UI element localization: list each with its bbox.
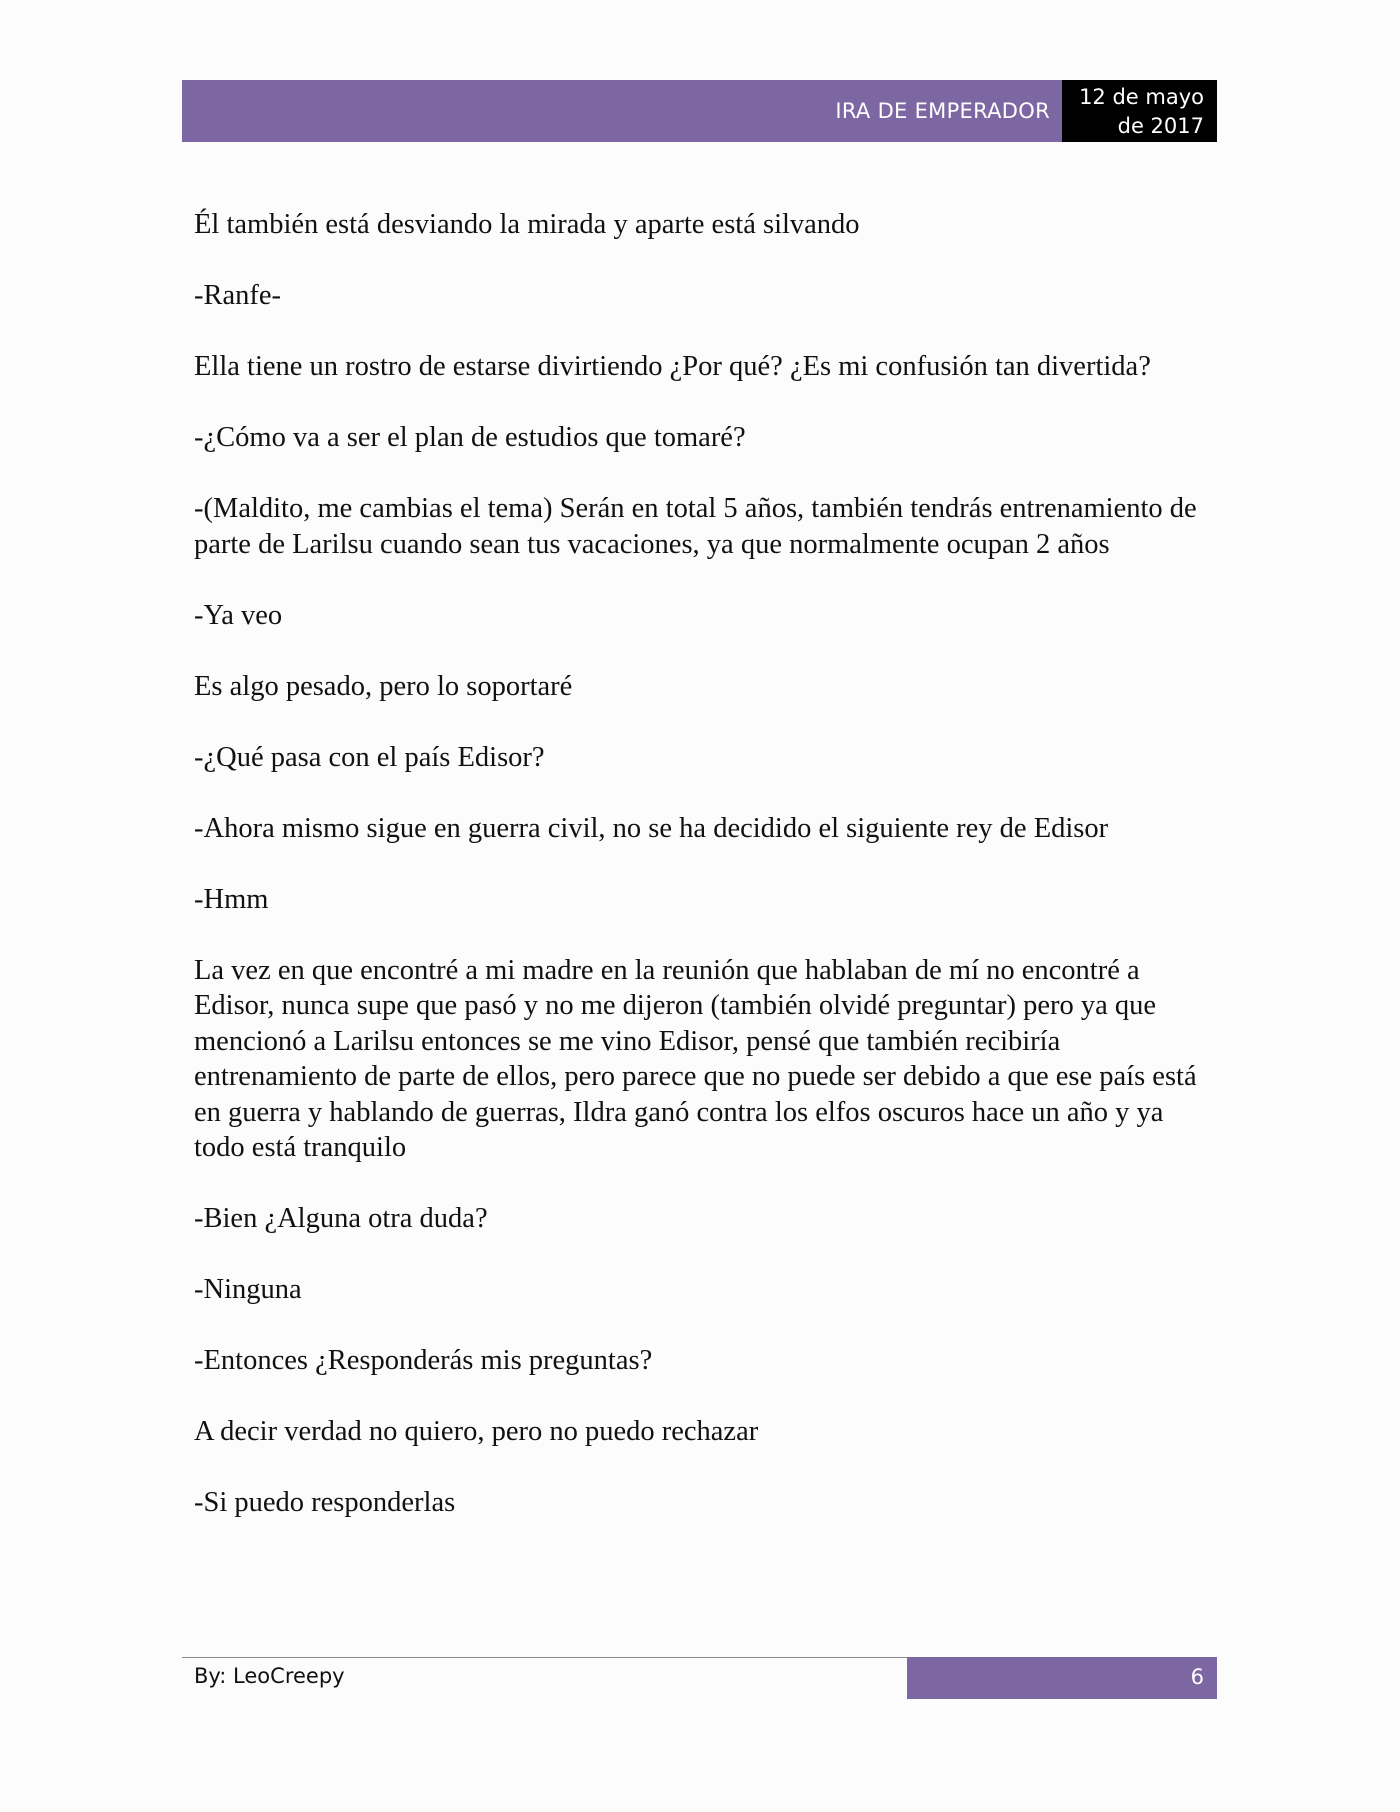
paragraph: -Bien ¿Alguna otra duda? bbox=[194, 1203, 488, 1234]
paragraph: A decir verdad no quiero, pero no puedo rechazar bbox=[194, 1416, 759, 1447]
header-title: IRA DE EMPERADOR bbox=[835, 99, 1050, 123]
footer-band bbox=[907, 1657, 1217, 1699]
header-date-line2: de 2017 bbox=[1117, 114, 1204, 138]
footer-author: By: LeoCreepy bbox=[194, 1664, 345, 1688]
header-band bbox=[182, 80, 1062, 142]
paragraph: Él también está desviando la mirada y aparte está silvando bbox=[194, 209, 860, 240]
paragraph: -Entonces ¿Responderás mis preguntas? bbox=[194, 1345, 653, 1376]
paragraph: -Ranfe- bbox=[194, 280, 282, 311]
paragraph: -Ninguna bbox=[194, 1274, 302, 1305]
paragraph: -Si puedo responderlas bbox=[194, 1487, 456, 1518]
paragraph: -Hmm bbox=[194, 883, 269, 915]
paragraph: -Ahora mismo sigue en guerra civil, no se ha decidido el siguiente rey de Edisor bbox=[194, 812, 1109, 844]
page-number: 6 bbox=[1190, 1665, 1204, 1689]
header-date bbox=[1062, 80, 1217, 142]
document-body bbox=[194, 207, 1214, 1556]
paragraph: -(Maldito, me cambias el tema) Serán en total 5 años, también tendrás entrenamiento de parte de Larilsu cuando sean tus vacaciones, ya que normalmente ocupan 2 años bbox=[194, 493, 1197, 560]
paragraph: Es algo pesado, pero lo soportaré bbox=[194, 670, 573, 702]
header-date-line1: 12 de mayo bbox=[1079, 85, 1204, 109]
paragraph: Ella tiene un rostro de estarse divirtiendo ¿Por qué? ¿Es mi confusión tan divertida? bbox=[194, 351, 1151, 382]
paragraph: -¿Qué pasa con el país Edisor? bbox=[194, 741, 545, 773]
paragraph: -¿Cómo va a ser el plan de estudios que tomaré? bbox=[194, 422, 746, 453]
paragraph: La vez en que encontré a mi madre en la reunión que hablaban de mí no encontré a Edisor, nunca supe que pasó y no me dijeron (también olvidé preguntar) pero ya que mencionó a Larilsu entonces se me vino Edisor, pensé que también recibiría entrenamiento de parte de ellos, pero parece que no puede ser debido a que ese país está en guerra y hablando de guerras, Ildra ganó contra los elfos oscuros hace un año y ya todo está tranquilo bbox=[194, 954, 1197, 1163]
paragraph: -Ya veo bbox=[194, 599, 283, 631]
